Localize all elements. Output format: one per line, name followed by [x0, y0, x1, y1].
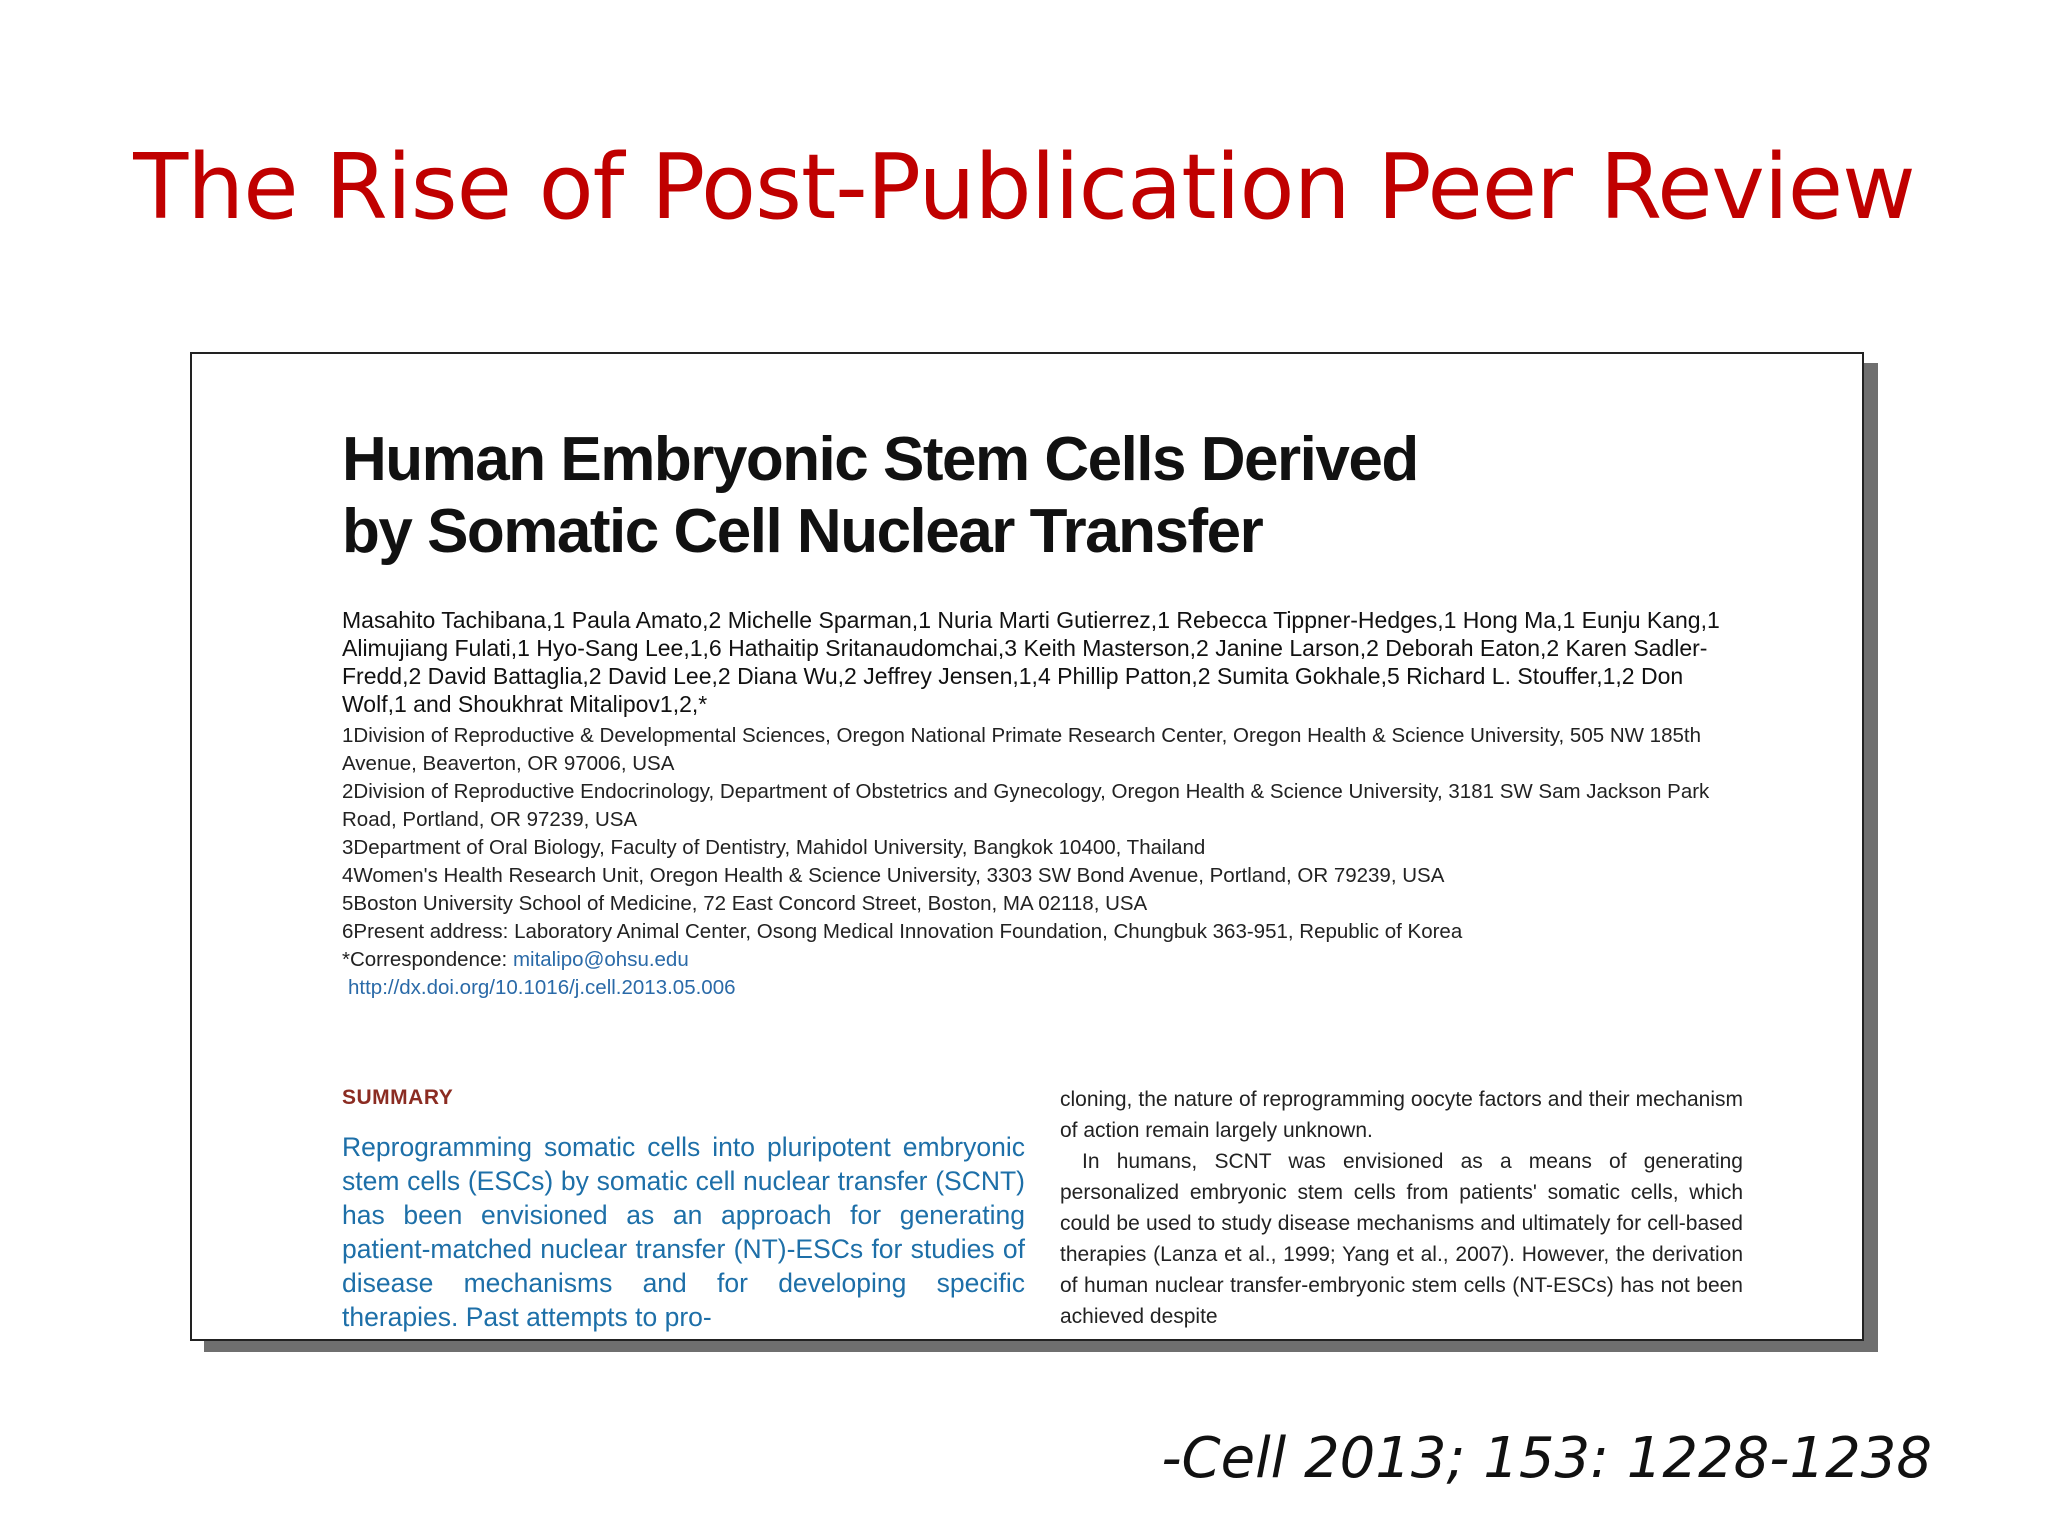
affiliation-5: 5Boston University School of Medicine, 72 East Concord Street, Boston, MA 02118, USA	[342, 892, 1148, 915]
correspondence-email: mitalipo@ohsu.edu	[512, 948, 689, 971]
paper-title-line-2: by Somatic Cell Nuclear Transfer	[342, 497, 1263, 566]
body-paragraph-1: cloning, the nature of reprogramming oocyte factors and their mechanism of action remain largely unknown.	[1060, 1088, 1743, 1142]
paper-excerpt-image	[190, 352, 1864, 1341]
paper-authors: Masahito Tachibana,1 Paula Amato,2 Michelle Sparman,1 Nuria Marti Gutierrez,1 Rebecca Tippner-Hedges,1 Hong Ma,1 Eunju Kang,1 Alimujiang Fulati,1 Hyo-Sang Lee,1,6 Hathaitip Sritanaudomchai,3 Keith Masterson,2 Janine Larson,2 Deborah Eaton,2 Karen Sadler-Fredd,2 David Battaglia,2 David Lee,2 Diana Wu,2 Jeffrey Jensen,1,4 Phillip Patton,2 Sumita Gokhale,5 Richard L. Stouffer,1,2 Don Wolf,1 and Shoukhrat Mitalipov1,2,*	[342, 607, 1720, 717]
affiliation-6: 6Present address: Laboratory Animal Center, Osong Medical Innovation Foundation, Chungbuk 363-951, Republic of Korea	[342, 920, 1463, 943]
body-column	[1060, 1084, 1743, 1332]
affiliation-1: 1Division of Reproductive & Developmental Sciences, Oregon National Primate Research Center, Oregon Health & Science University, 505 NW 185th Avenue, Beaverton, OR 97006, USA	[342, 724, 1701, 775]
journal-citation: -Cell 2013; 153: 1228-1238	[1161, 1426, 1932, 1491]
summary-column	[342, 1084, 1025, 1334]
correspondence-label: *Correspondence:	[342, 948, 513, 971]
summary-text: Reprogramming somatic cells into pluripotent embryonic stem cells (ESCs) by somatic cell nuclear transfer (SCNT) has been envisioned as an approach for generating patient-matched nuclear transfer (NT)-ESCs for studies of disease mechanisms and for developing specific therapies. Past attempts to pro-	[342, 1132, 1025, 1332]
paper-title	[342, 424, 1742, 568]
correspondence	[342, 946, 1737, 974]
paper-title-line-1: Human Embryonic Stem Cells Derived	[342, 425, 1418, 494]
slide-title: The Rise of Post-Publication Peer Review	[133, 135, 1915, 240]
body-paragraph-2: In humans, SCNT was envisioned as a means of generating personalized embryonic stem cells from patients' somatic cells, which could be used to study disease mechanisms and ultimately for cell-based therapies (Lanza et al., 1999; Yang et al., 2007). However, the derivation of human nuclear transfer-embryonic stem cells (NT-ESCs) has not been achieved despite	[1060, 1150, 1743, 1328]
summary-heading: SUMMARY	[342, 1086, 454, 1109]
doi-link: http://dx.doi.org/10.1016/j.cell.2013.05.006	[348, 976, 736, 999]
affiliation-3: 3Department of Oral Biology, Faculty of Dentistry, Mahidol University, Bangkok 10400, Thailand	[342, 836, 1206, 859]
affiliation-4: 4Women's Health Research Unit, Oregon Health & Science University, 3303 SW Bond Avenue, Portland, OR 79239, USA	[342, 864, 1445, 887]
affiliation-2: 2Division of Reproductive Endocrinology, Department of Obstetrics and Gynecology, Oregon Health & Science University, 3181 SW Sam Jackson Park Road, Portland, OR 97239, USA	[342, 780, 1710, 831]
paper-header	[342, 424, 1742, 1002]
